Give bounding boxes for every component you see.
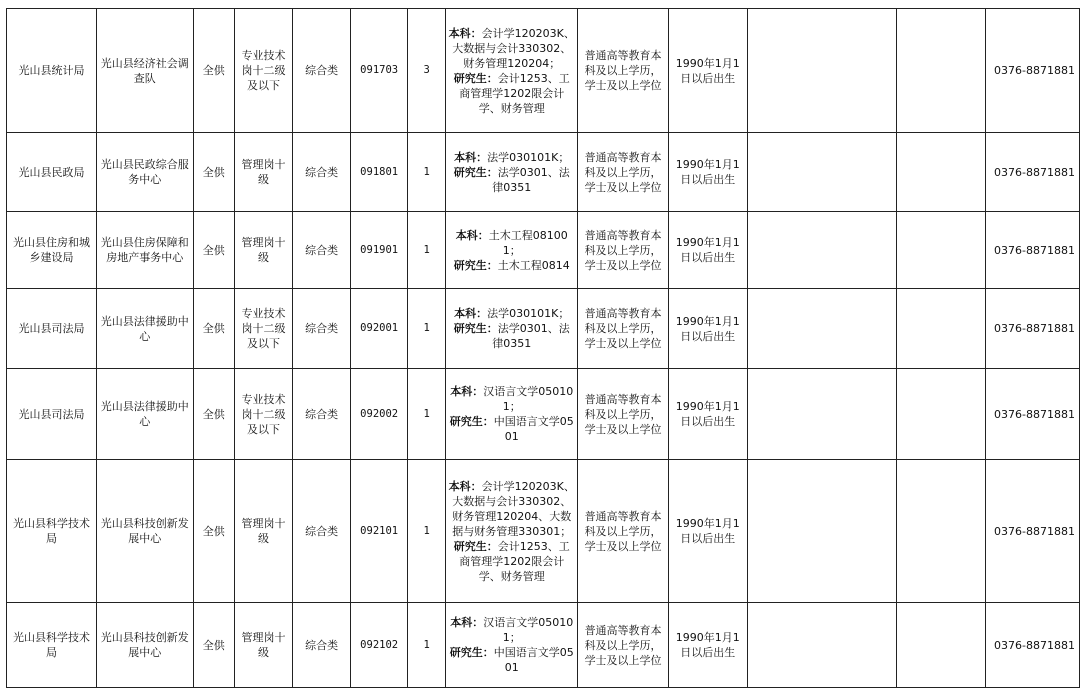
employer-unit-cell[interactable]: 光山县法律援助中心	[97, 369, 194, 460]
remarks-cell[interactable]	[896, 460, 985, 603]
funding-type-cell[interactable]: 全供	[193, 133, 234, 212]
post-level-cell[interactable]: 专业技术岗十二级及以下	[234, 369, 292, 460]
degree-level-label: 本科：	[448, 26, 482, 40]
age-requirement-cell[interactable]: 1990年1月1日以后出生	[668, 289, 747, 369]
requirement-line	[448, 306, 575, 321]
major-list-text: 会计1253、工商管理学1202限会计学、财务管理	[459, 71, 570, 115]
other-requirement-cell[interactable]	[747, 289, 896, 369]
table-row	[7, 212, 1080, 289]
post-level-cell[interactable]: 管理岗十级	[234, 603, 292, 688]
remarks-cell[interactable]	[896, 212, 985, 289]
degree-level-label: 本科：	[454, 150, 488, 164]
department-cell[interactable]: 光山县民政局	[7, 133, 97, 212]
funding-type-cell[interactable]: 全供	[193, 289, 234, 369]
major-list-text: 法学030101K；	[487, 150, 570, 164]
major-list-text: 汉语言文学050101；	[483, 385, 574, 413]
contact-phone-cell[interactable]: 0376-8871881	[986, 9, 1080, 133]
major-requirements-cell[interactable]	[446, 289, 578, 369]
table-row	[7, 460, 1080, 603]
requirement-line	[448, 645, 575, 675]
post-level-cell[interactable]: 管理岗十级	[234, 133, 292, 212]
education-requirement-cell[interactable]: 普通高等教育本科及以上学历，学士及以上学位	[578, 133, 669, 212]
requirement-line	[448, 321, 575, 351]
requirement-line	[448, 26, 575, 71]
requirement-line	[448, 228, 575, 258]
degree-level-label: 研究生：	[453, 539, 498, 553]
major-list-text: 中国语言文学0501	[493, 646, 574, 674]
post-level-cell[interactable]: 专业技术岗十二级及以下	[234, 9, 292, 133]
major-list-text: 土木工程081001；	[488, 228, 568, 257]
hire-count-cell[interactable]: 3	[408, 9, 446, 133]
department-cell[interactable]: 光山县司法局	[7, 289, 97, 369]
requirement-line	[448, 615, 575, 645]
degree-level-label: 本科：	[448, 479, 482, 493]
other-requirement-cell[interactable]	[747, 212, 896, 289]
other-requirement-cell[interactable]	[747, 460, 896, 603]
age-requirement-cell[interactable]: 1990年1月1日以后出生	[668, 9, 747, 133]
table-row	[7, 133, 1080, 212]
age-requirement-cell[interactable]: 1990年1月1日以后出生	[668, 603, 747, 688]
department-cell[interactable]: 光山县住房和城乡建设局	[7, 212, 97, 289]
funding-type-cell[interactable]: 全供	[193, 9, 234, 133]
contact-phone-cell[interactable]: 0376-8871881	[986, 133, 1080, 212]
major-list-text: 中国语言文学0501	[493, 415, 574, 443]
department-cell[interactable]: 光山县统计局	[7, 9, 97, 133]
contact-phone-cell[interactable]: 0376-8871881	[986, 369, 1080, 460]
hire-count-cell[interactable]: 1	[408, 212, 446, 289]
table-row	[7, 9, 1080, 133]
table-row	[7, 369, 1080, 460]
funding-type-cell[interactable]: 全供	[193, 603, 234, 688]
employer-unit-cell[interactable]: 光山县科技创新发展中心	[97, 603, 194, 688]
degree-level-label: 本科：	[454, 307, 488, 320]
major-requirements-cell[interactable]	[446, 460, 578, 603]
other-requirement-cell[interactable]	[747, 133, 896, 212]
post-category-cell[interactable]: 综合类	[293, 369, 351, 460]
education-requirement-cell[interactable]: 普通高等教育本科及以上学历，学士及以上学位	[578, 603, 669, 688]
post-category-cell[interactable]: 综合类	[293, 603, 351, 688]
post-category-cell[interactable]: 综合类	[293, 460, 351, 603]
remarks-cell[interactable]	[896, 289, 985, 369]
degree-level-label: 研究生：	[453, 258, 498, 272]
degree-level-label: 本科：	[450, 385, 484, 398]
employer-unit-cell[interactable]: 光山县经济社会调查队	[97, 9, 194, 133]
education-requirement-cell[interactable]: 普通高等教育本科及以上学历，学士及以上学位	[578, 460, 669, 603]
degree-level-label: 研究生：	[453, 165, 498, 179]
recruitment-table	[6, 8, 1080, 688]
degree-level-label: 研究生：	[453, 71, 498, 85]
requirement-line	[448, 165, 575, 195]
post-code-cell[interactable]: 092002	[351, 369, 408, 460]
education-requirement-cell[interactable]: 普通高等教育本科及以上学历，学士及以上学位	[578, 9, 669, 133]
contact-phone-cell[interactable]: 0376-8871881	[986, 289, 1080, 369]
requirement-line	[448, 71, 575, 116]
employer-unit-cell[interactable]: 光山县住房保障和房地产事务中心	[97, 212, 194, 289]
remarks-cell[interactable]	[896, 133, 985, 212]
age-requirement-cell[interactable]: 1990年1月1日以后出生	[668, 369, 747, 460]
other-requirement-cell[interactable]	[747, 603, 896, 688]
post-code-cell[interactable]: 091801	[351, 133, 408, 212]
hire-count-cell[interactable]: 1	[408, 133, 446, 212]
employer-unit-cell[interactable]: 光山县法律援助中心	[97, 289, 194, 369]
table-body	[7, 9, 1080, 688]
post-level-cell[interactable]: 专业技术岗十二级及以下	[234, 289, 292, 369]
requirement-line	[448, 150, 575, 165]
other-requirement-cell[interactable]	[747, 369, 896, 460]
post-code-cell[interactable]: 092102	[351, 603, 408, 688]
post-code-cell[interactable]: 091901	[351, 212, 408, 289]
contact-phone-cell[interactable]: 0376-8871881	[986, 212, 1080, 289]
hire-count-cell[interactable]: 1	[408, 460, 446, 603]
contact-phone-cell[interactable]: 0376-8871881	[986, 603, 1080, 688]
requirement-line	[448, 479, 575, 539]
table-row	[7, 603, 1080, 688]
degree-level-label: 研究生：	[453, 322, 498, 335]
post-level-cell[interactable]: 管理岗十级	[234, 212, 292, 289]
funding-type-cell[interactable]: 全供	[193, 369, 234, 460]
requirement-line	[448, 258, 575, 273]
post-category-cell[interactable]: 综合类	[293, 212, 351, 289]
remarks-cell[interactable]	[896, 369, 985, 460]
degree-level-label: 本科：	[455, 228, 489, 242]
degree-level-label: 研究生：	[449, 415, 494, 428]
age-requirement-cell[interactable]: 1990年1月1日以后出生	[668, 133, 747, 212]
major-list-text: 土木工程0814	[497, 258, 570, 272]
hire-count-cell[interactable]: 1	[408, 369, 446, 460]
major-list-text: 汉语言文学050101；	[483, 616, 574, 644]
degree-level-label: 研究生：	[449, 646, 494, 659]
hire-count-cell[interactable]: 1	[408, 603, 446, 688]
education-requirement-cell[interactable]: 普通高等教育本科及以上学历，学士及以上学位	[578, 212, 669, 289]
remarks-cell[interactable]	[896, 9, 985, 133]
post-category-cell[interactable]: 综合类	[293, 133, 351, 212]
post-code-cell[interactable]: 091703	[351, 9, 408, 133]
contact-phone-cell[interactable]: 0376-8871881	[986, 460, 1080, 603]
post-code-cell[interactable]: 092001	[351, 289, 408, 369]
funding-type-cell[interactable]: 全供	[193, 212, 234, 289]
post-category-cell[interactable]: 综合类	[293, 9, 351, 133]
post-code-cell[interactable]: 092101	[351, 460, 408, 603]
education-requirement-cell[interactable]: 普通高等教育本科及以上学历，学士及以上学位	[578, 369, 669, 460]
major-requirements-cell[interactable]	[446, 603, 578, 688]
department-cell[interactable]: 光山县科学技术局	[7, 460, 97, 603]
table-row	[7, 289, 1080, 369]
funding-type-cell[interactable]: 全供	[193, 460, 234, 603]
major-requirements-cell[interactable]	[446, 212, 578, 289]
major-requirements-cell[interactable]	[446, 369, 578, 460]
major-requirements-cell[interactable]	[446, 9, 578, 133]
major-list-text: 会计1253、工商管理学1202限会计学、财务管理	[459, 539, 570, 583]
department-cell[interactable]: 光山县科学技术局	[7, 603, 97, 688]
major-requirements-cell[interactable]	[446, 133, 578, 212]
major-list-text: 法学0301、法律0351	[492, 322, 570, 350]
department-cell[interactable]: 光山县司法局	[7, 369, 97, 460]
requirement-line	[448, 384, 575, 414]
major-list-text: 法学030101K；	[487, 307, 570, 320]
employer-unit-cell[interactable]: 光山县民政综合服务中心	[97, 133, 194, 212]
employer-unit-cell[interactable]: 光山县科技创新发展中心	[97, 460, 194, 603]
major-list-text: 会计学120203K、大数据与会计330302、财务管理120204、大数据与财务管理330301；	[452, 479, 575, 538]
hire-count-cell[interactable]: 1	[408, 289, 446, 369]
degree-level-label: 本科：	[450, 616, 484, 629]
remarks-cell[interactable]	[896, 603, 985, 688]
post-category-cell[interactable]: 综合类	[293, 289, 351, 369]
age-requirement-cell[interactable]: 1990年1月1日以后出生	[668, 212, 747, 289]
major-list-text: 会计学120203K、大数据与会计330302、财务管理120204；	[452, 26, 575, 70]
education-requirement-cell[interactable]: 普通高等教育本科及以上学历，学士及以上学位	[578, 289, 669, 369]
requirement-line	[448, 539, 575, 584]
post-level-cell[interactable]: 管理岗十级	[234, 460, 292, 603]
age-requirement-cell[interactable]: 1990年1月1日以后出生	[668, 460, 747, 603]
requirement-line	[448, 414, 575, 444]
major-list-text: 法学0301、法律0351	[492, 165, 570, 194]
other-requirement-cell[interactable]	[747, 9, 896, 133]
